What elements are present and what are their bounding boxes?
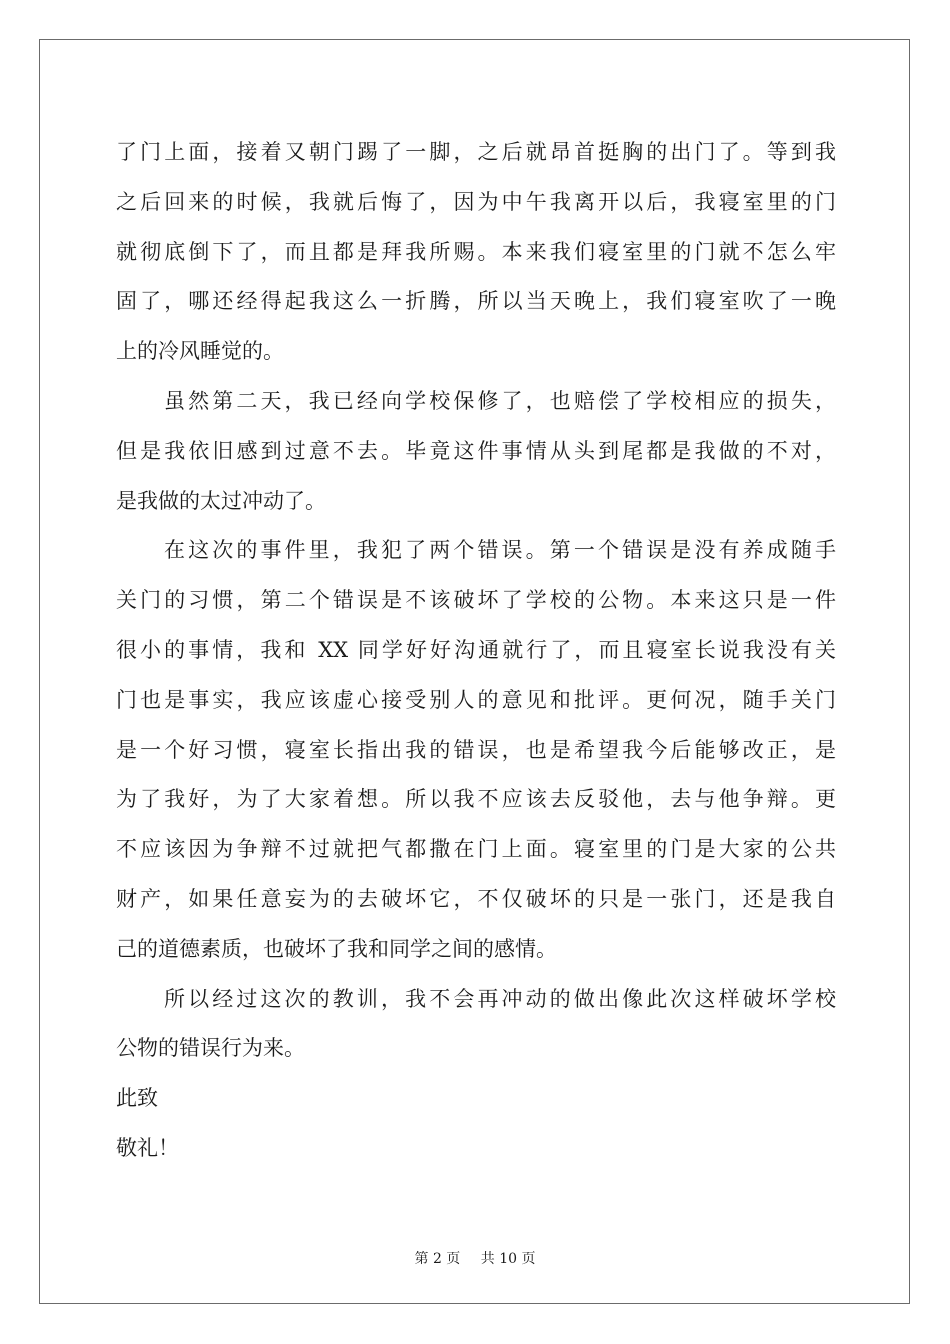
text-line: 虽然第二天，我已经向学校保修了，也赔偿了学校相应的损失， bbox=[164, 388, 836, 413]
text-line: 固了，哪还经得起我这么一折腾，所以当天晚上，我们寝室吹了一晚 bbox=[116, 289, 836, 314]
text-line: 就彻底倒下了，而且都是拜我所赐。本来我们寝室里的门就不怎么牢 bbox=[116, 239, 836, 264]
text-line: 很小的事情，我和 XX 同学好好沟通就行了，而且寝室长说我没有关 bbox=[116, 637, 836, 662]
text-line: 财产，如果任意妄为的去破坏它，不仅破坏的只是一张门，还是我自 bbox=[116, 886, 836, 911]
text-line: 是一个好习惯，寝室长指出我的错误，也是希望我今后能够改正，是 bbox=[116, 737, 836, 762]
text-line: 之后回来的时候，我就后悔了，因为中午我离开以后，我寝室里的门 bbox=[116, 189, 836, 214]
letter-body bbox=[116, 128, 836, 1174]
page-total: 共 10 页 bbox=[480, 1251, 536, 1267]
text-line: 为了我好，为了大家着想。所以我不应该去反驳他，去与他争辩。更 bbox=[116, 787, 836, 812]
page-footer bbox=[0, 1248, 950, 1268]
text-line: 但是我依旧感到过意不去。毕竟这件事情从头到尾都是我做的不对， bbox=[116, 438, 836, 463]
text-line: 上的冷风睡觉的。 bbox=[116, 339, 284, 364]
closing-salutation: 此致 bbox=[116, 1086, 158, 1111]
text-line: 不应该因为争辩不过就把气都撒在门上面。寝室里的门是大家的公共 bbox=[116, 837, 836, 862]
page-number: 第 2 页 bbox=[414, 1251, 461, 1267]
closing-regards: 敬礼！ bbox=[116, 1135, 179, 1160]
text-line: 了门上面，接着又朝门踢了一脚，之后就昂首挺胸的出门了。等到我 bbox=[116, 140, 836, 164]
text-line: 门也是事实，我应该虚心接受别人的意见和批评。更何况，随手关门 bbox=[116, 687, 836, 712]
text-line: 所以经过这次的教训，我不会再冲动的做出像此次这样破坏学校 bbox=[164, 986, 836, 1011]
text-line: 在这次的事件里，我犯了两个错误。第一个错误是没有养成随手 bbox=[164, 538, 836, 563]
text-line: 关门的习惯，第二个错误是不该破坏了学校的公物。本来这只是一件 bbox=[116, 588, 836, 613]
text-line: 是我做的太过冲动了。 bbox=[116, 488, 326, 513]
text-line: 公物的错误行为来。 bbox=[116, 1036, 305, 1061]
text-line: 己的道德素质，也破坏了我和同学之间的感情。 bbox=[116, 936, 557, 961]
